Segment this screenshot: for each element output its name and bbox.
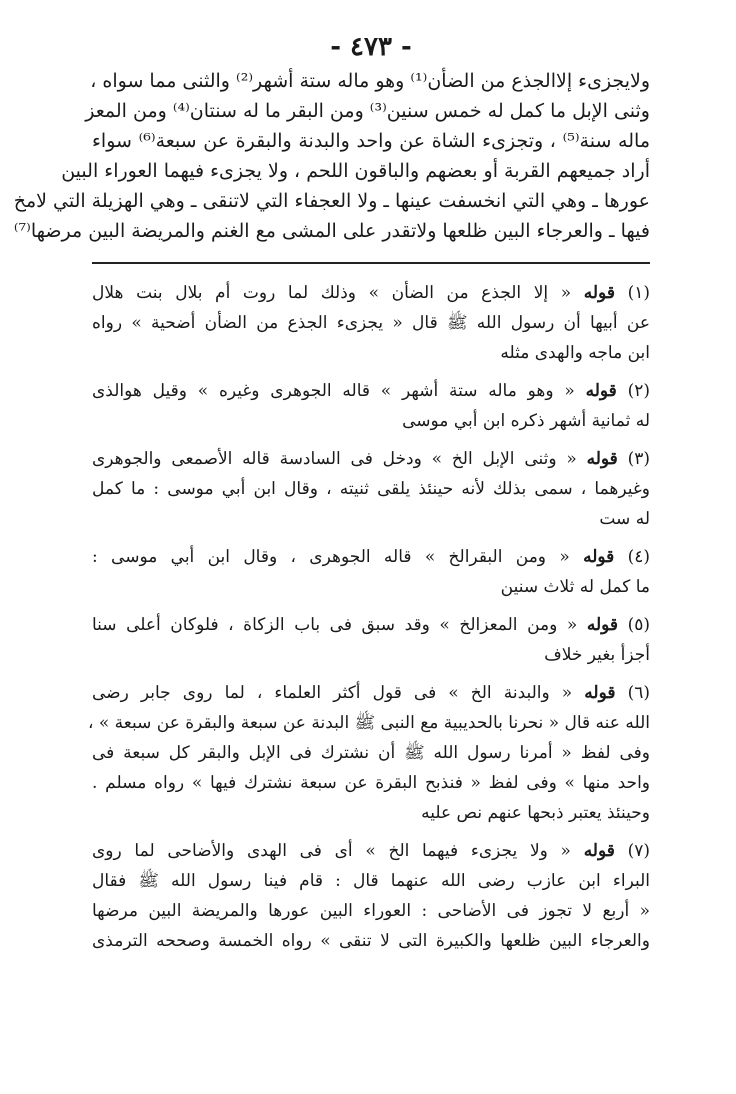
footnote-line: ابن ماجه والهدى مثله <box>500 343 650 363</box>
footnote-3 <box>92 444 650 534</box>
footnote-line: « أربع لا تجوز فى الأضاحى : العوراء البين عورها والمريضة البين مرضها <box>92 901 650 921</box>
main-text-line: وثنى الإبل ما كمل له خمس سنين⁽³⁾ ومن البقر ما له سنتان⁽⁴⁾ ومن المعز <box>85 100 650 122</box>
footnote-4 <box>92 542 650 602</box>
footnote-divider <box>92 262 650 264</box>
footnote-qawluh: قوله <box>586 615 619 635</box>
footnote-number: (٦) <box>627 683 650 703</box>
main-text-line: عورها ـ وهي التي انخسفت عينها ـ ولا العجفاء التي لاتنقى ـ وهي الهزيلة التي لامخ <box>13 190 650 212</box>
footnote-number: (٢) <box>627 381 650 401</box>
footnote-line: ما كمل له ثلاث سنين <box>500 577 650 597</box>
footnote-number: (٣) <box>627 449 651 469</box>
footnote-qawluh: قوله <box>586 449 618 469</box>
page-number: - ٤٧٣ - <box>330 32 412 62</box>
main-text-line: أراد جميعهم القربة أو بعضهم والباقون اللحم ، ولا يجزىء فيهما العوراء البين <box>61 160 650 182</box>
footnote-number: (١) <box>627 283 650 303</box>
footnote-line: « والبدنة الخ » فى قول أكثر العلماء ، لما روى جابر رضى <box>92 683 573 703</box>
footnote-line: واحد منها » وفى لفظ « فنذبح البقرة عن سبعة نشترك فيها » رواه مسلم . <box>92 773 650 793</box>
footnote-5 <box>92 610 650 670</box>
footnote-line: « وثنى الإبل الخ » ودخل فى السادسة قاله الأصمعى والجوهرى <box>92 449 577 469</box>
footnote-qawluh: قوله <box>584 683 616 703</box>
footnote-line: « وهو ماله ستة أشهر » قاله الجوهرى وغيره » وقيل هوالذى <box>92 381 575 401</box>
footnote-line: وحينئذ يعتبر ذبحها عنهم نص عليه <box>421 803 650 823</box>
footnote-line: « ولا يجزىء فيهما الخ » أى فى الهدى والأضاحى لما روى <box>92 841 571 861</box>
footnote-line: له ثمانية أشهر ذكره ابن أبي موسى <box>402 411 650 431</box>
footnote-line: له ست <box>599 509 650 529</box>
footnote-qawluh: قوله <box>583 841 615 861</box>
footnote-line: أجزأ بغير خلاف <box>544 645 650 665</box>
footnote-line: البراء ابن عازب رضى الله عنهما قال : قام فينا رسول الله ﷺ فقال <box>92 871 650 891</box>
footnote-2 <box>92 376 650 436</box>
footnote-line: الله عنه قال « نحرنا بالحديبية مع النبى ﷺ البدنة عن سبعة والبقرة عن سبعة » ، <box>87 713 650 733</box>
footnote-line: والعرجاء البين ظلعها والكبيرة التى لا تنقى » رواه الخمسة وصححه الترمذى <box>92 931 650 951</box>
main-text-line: ولايجزىء إلاالجذع من الضأن⁽¹⁾ وهو ماله ستة أشهر⁽²⁾ والثنى مما سواه ، <box>90 70 650 92</box>
main-text-line: فيها ـ والعرجاء البين ظلعها ولاتقدر على المشى مع الغنم والمريضة البين مرضها⁽⁷⁾ <box>13 220 650 242</box>
footnotes <box>87 278 651 956</box>
footnote-7 <box>92 836 650 956</box>
footnote-line: « إلا الجذع من الضأن » وذلك لما روت أم بلال بنت هلال <box>92 283 572 303</box>
main-text <box>13 66 650 246</box>
footnote-line: وفى لفظ « أمرنا رسول الله ﷺ أن نشترك فى الإبل والبقر كل سبعة فى <box>92 743 650 763</box>
footnote-number: (٥) <box>627 615 650 635</box>
footnote-1 <box>92 278 650 368</box>
footnote-line: « ومن المعزالخ » وقد سبق فى باب الزكاة ، فلوكان أعلى سنا <box>92 615 578 635</box>
footnote-qawluh: قوله <box>585 381 617 401</box>
footnote-6 <box>87 678 650 828</box>
footnote-line: وغيرهما ، سمى بذلك لأنه حينئذ يلقى ثنيته ، وقال ابن أبي موسى : ما كمل <box>92 479 650 499</box>
footnote-qawluh: قوله <box>583 283 615 303</box>
footnote-line: عن أبيها أن رسول الله ﷺ قال « يجزىء الجذع من الضأن أضحية » رواه <box>92 313 650 333</box>
footnote-line: « ومن البقرالخ » قاله الجوهرى ، وقال ابن أبي موسى : <box>92 547 570 567</box>
footnote-number: (٧) <box>627 841 651 861</box>
footnote-qawluh: قوله <box>583 547 615 567</box>
footnote-number: (٤) <box>627 547 651 567</box>
main-text-line: ماله سنة⁽⁵⁾ ، وتجزىء الشاة عن واحد والبدنة والبقرة عن سبعة⁽⁶⁾ سواء <box>92 130 650 152</box>
